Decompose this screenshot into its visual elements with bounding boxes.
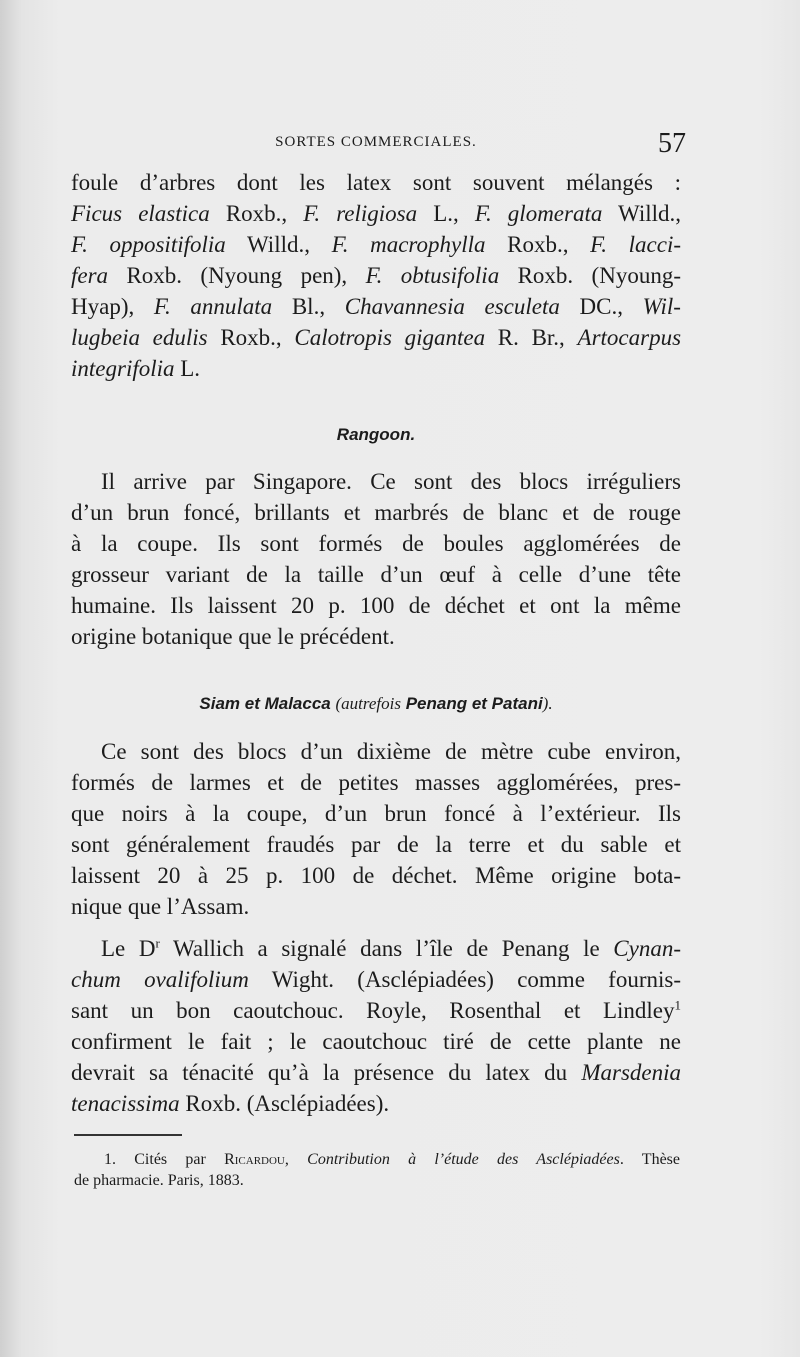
text-line: integrifolia L.: [71, 356, 201, 381]
text-line: tenacissima Roxb. (Asclépiadées).: [71, 1091, 390, 1116]
section-heading-siam-malacca: Siam et Malacca (autrefois Penang et Patani).: [199, 694, 553, 713]
page-number: 57: [658, 128, 686, 159]
footnote-line: 1. Cités par Ricardou, Contribution à l’étude des Asclépiadées. Thèse: [104, 1151, 681, 1168]
text-line: confirment le fait ; le caoutchouc tiré de cette plante ne: [71, 1029, 681, 1054]
paragraph-siam-malacca: [71, 736, 681, 922]
text-line: fera Roxb. (Nyoung pen), F. obtusifolia Roxb. (Nyoung-: [71, 263, 681, 288]
text-line: formés de larmes et de petites masses agglomérées, pres-: [71, 770, 681, 795]
running-head: SORTES COMMERCIALES.: [275, 134, 477, 150]
text-line: Hyap), F. annulata Bl., Chavannesia esculeta DC., Wil-: [71, 294, 681, 319]
footnote-ref: 1: [674, 997, 681, 1013]
text-line: Le $D^r$ Wallich a signalé dans l’île de Penang le Cynan-: [101, 935, 681, 961]
text-line: Ficus elastica Roxb., F. religiosa L., F. glomerata Willd.,: [71, 201, 681, 226]
footnote: [74, 1149, 680, 1191]
page-header: [66, 128, 686, 162]
paragraph-ficus-list: [71, 167, 681, 384]
text-line: F. oppositifolia Willd., F. macrophylla Roxb., F. lacci-: [71, 232, 681, 257]
text-line: chum ovalifolium Wight. (Asclépiadées) comme fournis-: [71, 967, 681, 992]
text-line: devrait sa ténacité qu’à la présence du latex du Marsdenia: [71, 1060, 681, 1085]
section-heading-rangoon: Rangoon.: [336, 425, 416, 444]
text-line: foule d’arbres dont les latex sont souvent mélangés :: [71, 170, 681, 195]
text-line: que noirs à la coupe, d’un brun foncé à l’extérieur. Ils: [71, 801, 681, 826]
paragraph-rangoon: [71, 466, 681, 652]
footnote-line: de pharmacie. Paris, 1883.: [74, 1172, 244, 1189]
text-line: d’un brun foncé, brillants et marbrés de blanc et de rouge: [71, 500, 681, 525]
footnote-divider: [74, 1134, 182, 1136]
text-line: humaine. Ils laissent 20 p. 100 de déchet et ont la même: [71, 593, 681, 618]
paragraph-wallich: [71, 933, 681, 1119]
text-line: nique que l’Assam.: [71, 894, 250, 919]
text-line: Ce sont des blocs d’un dixième de mètre cube environ,: [101, 739, 681, 764]
text-line: sant un bon caoutchouc. Royle, Rosenthal et Lindley$^1$: [71, 997, 681, 1023]
text-line: à la coupe. Ils sont formés de boules agglomérées de: [71, 531, 681, 556]
text-line: lugbeia edulis Roxb., Calotropis gigantea R. Br., Artocarpus: [71, 325, 682, 350]
text-line: sont généralement fraudés par de la terre et du sable et: [71, 832, 681, 857]
text-line: grosseur variant de la taille d’un œuf à celle d’une tête: [71, 562, 681, 587]
text-line: laissent 20 à 25 p. 100 de déchet. Même origine bota-: [71, 863, 681, 888]
text-line: Il arrive par Singapore. Ce sont des blocs irréguliers: [101, 469, 681, 494]
text-line: origine botanique que le précédent.: [71, 624, 395, 649]
